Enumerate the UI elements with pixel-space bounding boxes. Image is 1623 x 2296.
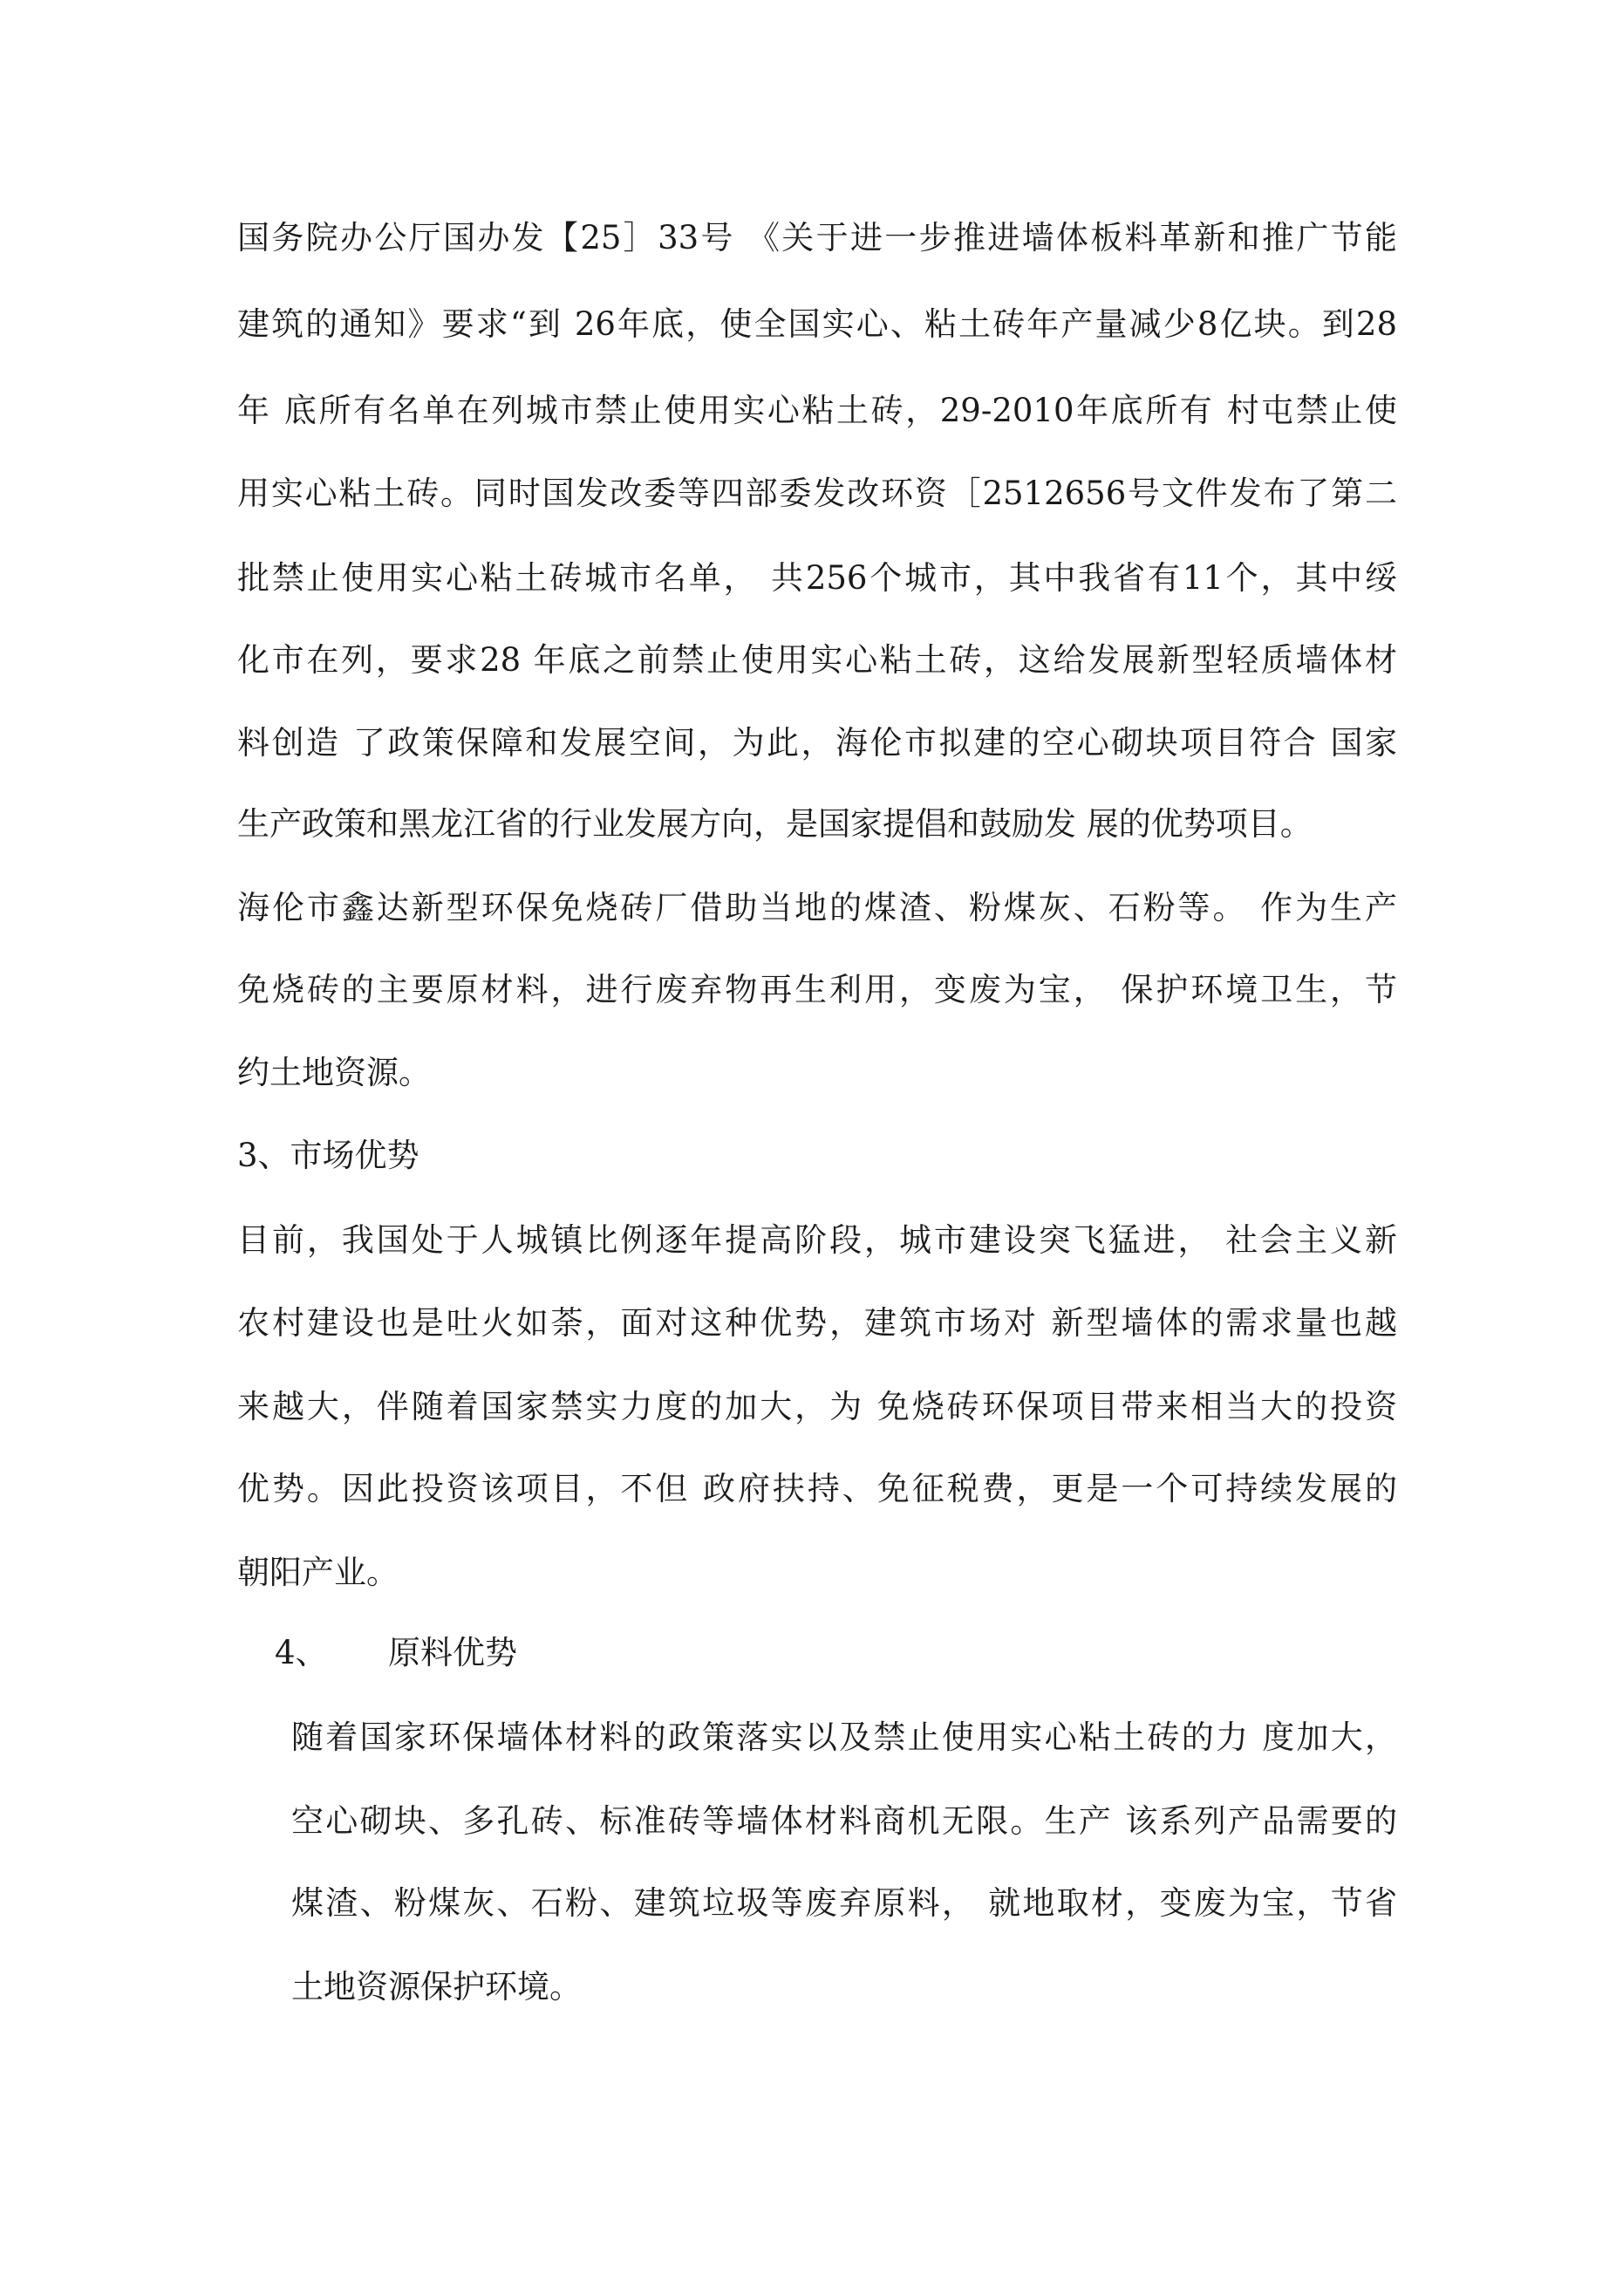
paragraph4-line: 空心砌块、多孔砖、标准砖等墙体材料商机无限。生产 该系列产品需要的: [291, 1802, 1397, 1840]
paragraph2-line: 约土地资源。: [237, 1054, 431, 1091]
paragraph1-line: 国务院办公厅国办发【25］33号 《关于进一步推进墙体板料革新和推广节能: [237, 219, 1397, 256]
paragraph3-line: 优势。因此投资该项目，不但 政府扶持、免征税费，更是一个可持续发展的: [237, 1470, 1397, 1507]
section-heading-materials: [275, 1627, 798, 1679]
paragraph4-line: 随着国家环保墙体材料的政策落实以及禁止使用实心粘土砖的力 度加大，: [291, 1719, 1397, 1756]
section-heading-title: 原料优势: [388, 1634, 517, 1671]
paragraph1-line: 料创造 了政策保障和发展空间，为此，海伦市拟建的空心砌块项目符合 国家: [237, 724, 1397, 762]
paragraph2-line: 海伦市鑫达新型环保免烧砖厂借助当地的煤渣、粉煤灰、石粉等。 作为生产: [237, 889, 1397, 926]
section-heading-number: 4、: [275, 1634, 328, 1671]
paragraph1-line: 建筑的通知》要求“到 26年底，使全国实心、粘土砖年产量减少8亿块。到28: [237, 305, 1397, 343]
paragraph1-line: 年 底所有名单在列城市禁止使用实心粘土砖，29-2010年底所有 村屯禁止使: [237, 392, 1397, 429]
paragraph1-line: 批禁止使用实心粘土砖城市名单， 共256个城市，其中我省有11个，其中绥: [237, 559, 1397, 597]
paragraph2-line: 免烧砖的主要原材料，进行废弃物再生利用，变废为宝， 保护环境卫生，节: [237, 971, 1397, 1008]
paragraph1-line: 化市在列，要求28 年底之前禁止使用实心粘土砖，这给发展新型轻质墙体材: [237, 641, 1397, 679]
paragraph3-line: 朝阳产业。: [237, 1554, 399, 1591]
paragraph1-line: 用实心粘土砖。同时国发改委等四部委发改环资［2512656号文件发布了第二: [237, 475, 1397, 512]
paragraph4-line: 土地资源保护环境。: [291, 1968, 582, 2006]
paragraph3-line: 目前，我国处于人城镇比例逐年提高阶段，城市建设突飞猛进， 社会主义新: [237, 1221, 1397, 1259]
section-heading-market: 3、市场优势: [237, 1137, 419, 1174]
paragraph3-line: 农村建设也是吐火如荼，面对这种优势，建筑市场对 新型墙体的需求量也越: [237, 1304, 1397, 1342]
paragraph4-line: 煤渣、粉煤灰、石粉、建筑垃圾等废弃原料， 就地取材，变废为宝，节省: [291, 1884, 1397, 1922]
paragraph1-line: 生产政策和黑龙江省的行业发展方向，是国家提倡和鼓励发 展的优势项目。: [237, 805, 1313, 843]
paragraph3-line: 来越大，伴随着国家禁实力度的加大，为 免烧砖环保项目带来相当大的投资: [237, 1388, 1397, 1425]
